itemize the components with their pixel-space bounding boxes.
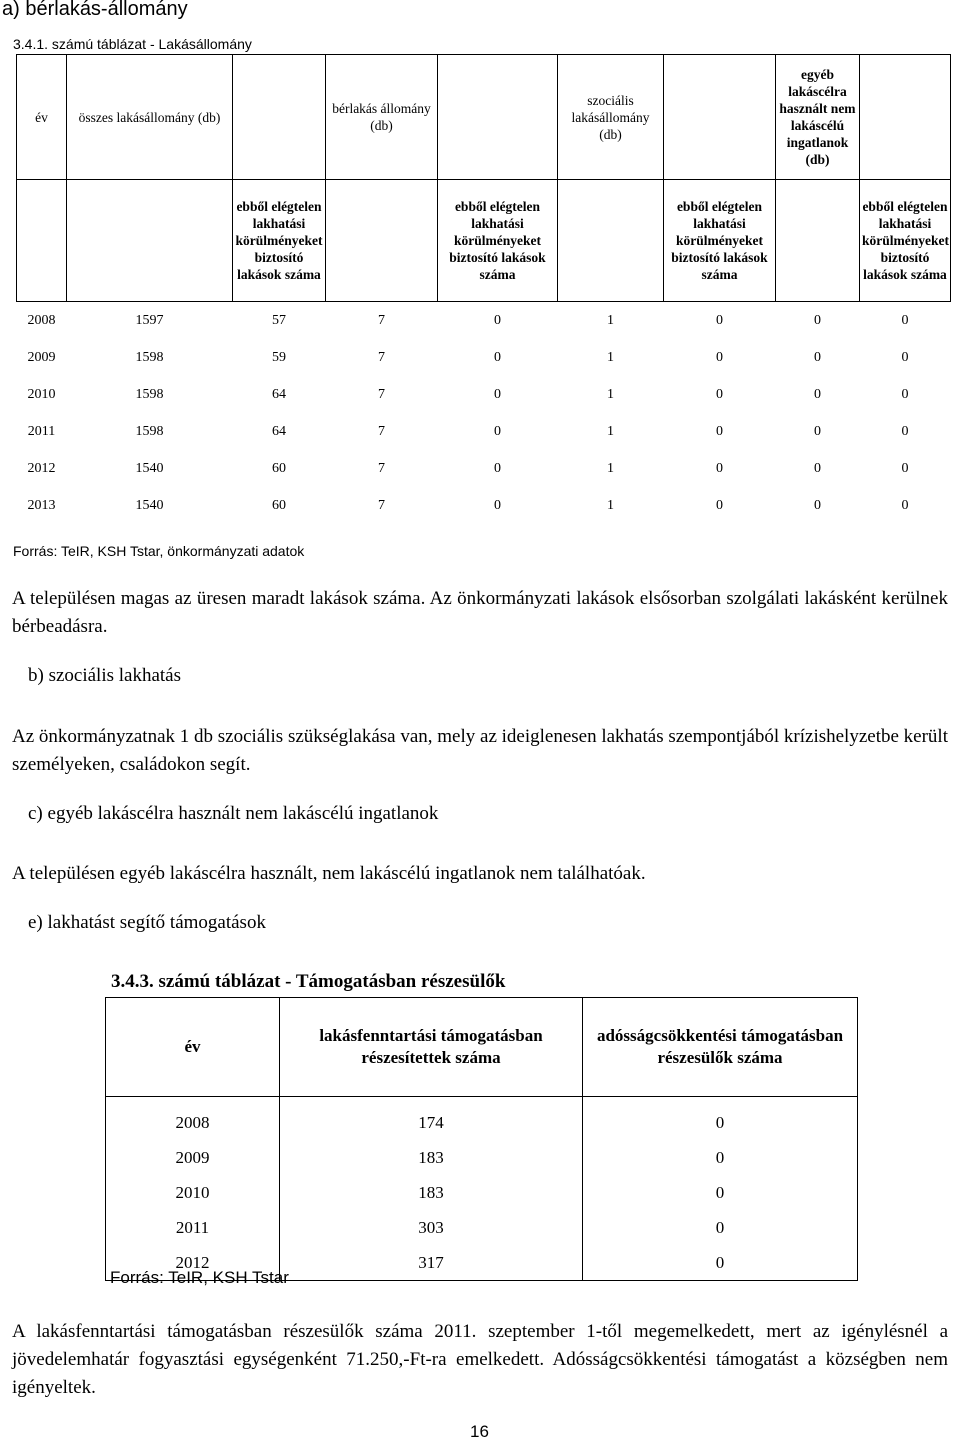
table1-cell: 0 [901, 424, 909, 439]
table1-cell: 7 [378, 350, 385, 365]
table1-header-cell: év [17, 55, 67, 180]
table1-header-row [17, 55, 951, 180]
table-row [17, 302, 951, 340]
paragraph-social-housing: Az önkormányzatnak 1 db szociális szükséglakása van, mely az ideiglenesen lakhatás szempontjából krízishelyzetbe került személyeken, családokon segít. [12, 726, 948, 775]
table-row [17, 413, 951, 450]
table2-header-cell: lakásfenntartási támogatásban részesítettek száma [280, 998, 583, 1097]
table2-cell: 0 [583, 1245, 858, 1281]
table1-subheader-cell [17, 180, 67, 302]
table1-cell: 0 [494, 387, 501, 402]
table1-cell: 60 [272, 461, 286, 476]
table1-subheader-cell: ebből elégtelen lakhatási körülményeket biztosító lakások száma [860, 180, 951, 302]
section-heading-a: a) bérlakás-állomány [2, 0, 188, 20]
table1-cell: 0 [494, 350, 501, 365]
table1-cell: 1597 [135, 313, 164, 328]
table1-caption: 3.4.1. számú táblázat - Lakásállomány [13, 36, 252, 52]
table1-cell: 7 [378, 387, 385, 402]
section-heading-e: e) lakhatást segítő támogatások [28, 912, 266, 933]
table2-cell: 183 [280, 1175, 583, 1210]
table1-cell: 1598 [135, 424, 164, 439]
table1-cell: 2008 [27, 313, 56, 328]
table2-cell: 0 [583, 1175, 858, 1210]
table1-cell: 0 [716, 350, 723, 365]
table1-cell: 64 [272, 387, 286, 402]
table2-cell: 0 [583, 1140, 858, 1175]
table1-cell: 0 [716, 313, 723, 328]
table-row [17, 376, 951, 413]
table1-header-cell: szociális lakásállomány (db) [558, 55, 664, 180]
paragraph-support-increase: A lakásfenntartási támogatásban részesülők száma 2011. szeptember 1-től megemelkedett, mert az igénylésnél a jövedelemhatár fogyasztási egységenként 71.250,-Ft-ra emelkedett. Adósságcsökkentési támogatást a községben nem igényeltek. [12, 1321, 948, 1398]
support-recipients-table [105, 997, 858, 1281]
table1-cell: 1540 [135, 461, 164, 476]
table1-source: Forrás: TeIR, KSH Tstar, önkormányzati adatok [13, 543, 305, 559]
table2-header-cell: év [106, 998, 280, 1097]
table2-cell: 0 [583, 1105, 858, 1140]
table1-cell: 0 [814, 387, 821, 402]
table1-cell: 0 [716, 424, 723, 439]
table-row [106, 1105, 858, 1140]
table-row [17, 339, 951, 376]
table1-cell: 7 [378, 313, 385, 328]
table1-subheader-cell: ebből elégtelen lakhatási körülményeket biztosító lakások száma [233, 180, 326, 302]
table1-cell: 1 [607, 313, 614, 328]
table1-header-cell [860, 55, 951, 180]
table1-header-cell [438, 55, 558, 180]
table1-cell: 0 [901, 461, 909, 476]
table-row [17, 487, 951, 524]
table1-subheader-cell: ebből elégtelen lakhatási körülményeket biztosító lakások száma [438, 180, 558, 302]
table1-cell: 0 [494, 424, 501, 439]
table1-cell: 1 [607, 461, 614, 476]
table1-cell: 0 [494, 498, 501, 513]
table1-header-cell [664, 55, 776, 180]
table1-cell: 1 [607, 387, 614, 402]
paragraph-vacant-housing: A településen magas az üresen maradt lakások száma. Az önkormányzati lakások elsősorban szolgálati lakásként kerülnek bérbeadásra. [12, 588, 948, 637]
table1-cell: 1540 [135, 498, 164, 513]
table1-cell: 0 [814, 424, 821, 439]
table1-cell: 0 [716, 498, 723, 513]
table2-cell: 2010 [106, 1175, 280, 1210]
table-row [106, 1140, 858, 1175]
table2-cell: 0 [583, 1210, 858, 1245]
paragraph-non-residential: A településen egyéb lakáscélra használt, nem lakáscélú ingatlanok nem találhatóak. [12, 863, 646, 884]
housing-stock-table [16, 54, 951, 524]
table1-cell: 7 [378, 424, 385, 439]
table1-cell: 0 [901, 350, 909, 365]
table1-cell: 0 [901, 498, 909, 513]
table1-cell: 0 [494, 461, 501, 476]
table1-header-cell [233, 55, 326, 180]
table1-cell: 59 [272, 350, 286, 365]
table1-subheader-cell [326, 180, 438, 302]
table2-header-row [106, 998, 858, 1097]
table1-cell: 0 [814, 313, 821, 328]
table1-cell: 0 [814, 498, 821, 513]
table1-cell: 1 [607, 498, 614, 513]
table1-cell: 0 [494, 313, 501, 328]
table1-cell: 2009 [27, 350, 56, 365]
table1-header-cell: bérlakás állomány (db) [326, 55, 438, 180]
table-row [106, 1175, 858, 1210]
table2-cell: 183 [280, 1140, 583, 1175]
section-heading-c: c) egyéb lakáscélra használt nem lakáscélú ingatlanok [28, 803, 439, 824]
table1-cell: 0 [814, 350, 821, 365]
table2-cell: 2011 [106, 1210, 280, 1245]
page-number: 16 [470, 1422, 489, 1441]
table1-cell: 1 [607, 424, 614, 439]
table2-cell: 303 [280, 1210, 583, 1245]
table1-cell: 2013 [27, 498, 56, 513]
section-heading-b: b) szociális lakhatás [28, 665, 182, 686]
table1-subheader-cell [558, 180, 664, 302]
table1-subheader-row [17, 180, 951, 302]
table1-cell: 2012 [27, 461, 56, 476]
table2-cell: 2009 [106, 1140, 280, 1175]
table2-source: Forrás: TeIR, KSH Tstar [110, 1268, 289, 1287]
table2-cell: 317 [280, 1245, 583, 1281]
table1-header-cell: összes lakásállomány (db) [67, 55, 233, 180]
table2-cell: 2012 [106, 1245, 280, 1281]
table1-cell: 0 [814, 461, 821, 476]
table2-caption: 3.4.3. számú táblázat - Támogatásban részesülők [111, 971, 506, 992]
table1-cell: 1598 [135, 387, 164, 402]
table1-cell: 0 [901, 387, 909, 402]
table1-cell: 2010 [27, 387, 56, 402]
table1-cell: 2011 [27, 424, 56, 439]
table1-cell: 1 [607, 350, 614, 365]
table2-header-cell: adósságcsökkentési támogatásban részesülők száma [583, 998, 858, 1097]
table1-cell: 7 [378, 461, 385, 476]
table-row [106, 1210, 858, 1245]
table1-cell: 1598 [135, 350, 164, 365]
table1-cell: 60 [272, 498, 286, 513]
table-row [17, 450, 951, 487]
table1-subheader-cell: ebből elégtelen lakhatási körülményeket biztosító lakások száma [664, 180, 776, 302]
table1-cell: 0 [716, 461, 723, 476]
table1-cell: 64 [272, 424, 286, 439]
table2-spacer-row [106, 1097, 858, 1106]
table1-cell: 57 [272, 313, 286, 328]
table2-cell: 2008 [106, 1105, 280, 1140]
table2-cell: 174 [280, 1105, 583, 1140]
table1-cell: 0 [901, 313, 909, 328]
table1-header-cell: egyéb lakáscélra használt nem lakáscélú ingatlanok (db) [776, 55, 860, 180]
table1-cell: 7 [378, 498, 385, 513]
table1-cell: 0 [716, 387, 723, 402]
table1-subheader-cell [67, 180, 233, 302]
table1-subheader-cell [776, 180, 860, 302]
